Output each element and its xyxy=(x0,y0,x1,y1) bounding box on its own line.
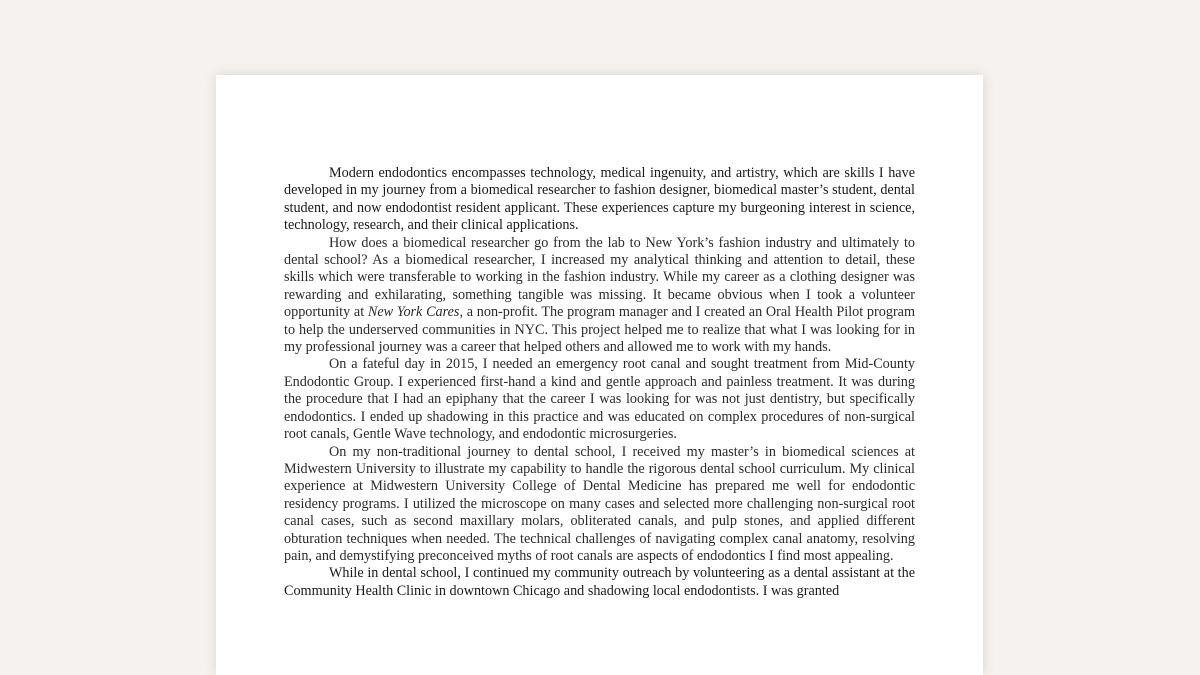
paragraph-education: On my non-traditional journey to dental school, I received my master’s in biomedical sciences at Midwestern University to illustrate my capability to handle the rigorous dental school curriculum. My clinical experience at Midwestern University College of Dental Medicine has prepared me well for endodontic residency programs. I utilized the microscope on many cases and selected more challenging non-surgical root canal cases, such as second maxillary molars, obliterated canals, and pulp stones, and applied different obturation techniques when needed. The technical challenges of navigating complex canal anatomy, resolving pain, and demystifying preconceived myths of root canals are aspects of endodontics I find most appealing. xyxy=(284,443,915,564)
paragraph-background-text-start: How does a biomedical researcher go from the lab to New York’s fashion industry and ultimately to dental school? As a biomedical researcher, I increased my analytical thinking and attention to detail, these skills which were transferable to working in the fashion industry. While my career as a clothing designer was rewarding and exhilarating, something tangible was missing. It became obvious when I took a volunteer opportunity at xyxy=(284,234,915,321)
paragraph-epiphany: On a fateful day in 2015, I needed an emergency root canal and sought treatment from Mid-County Endodontic Group. I experienced first-hand a kind and gentle approach and painless treatment. It was during the procedure that I had an epiphany that the career I was looking for was not just dentistry, but specifically endodontics. I ended up shadowing in this practice and was educated on complex procedures of non-surgical root canals, Gentle Wave technology, and endodontic microsurgeries. xyxy=(284,356,915,443)
document-page xyxy=(216,75,983,675)
document-body xyxy=(284,165,915,600)
paragraph-outreach: While in dental school, I continued my community outreach by volunteering as a dental assistant at the Community Health Clinic in downtown Chicago and shadowing local endodontists. I was granted xyxy=(284,565,915,599)
paragraph-background-text-end: , a non-profit. The program manager and I created an Oral Health Pilot program to help the underserved communities in NYC. This project helped me to realize that what I was looking for in my professional journey was a career that helped others and allowed me to work with my hands. xyxy=(284,304,915,356)
organization-name: New York Cares xyxy=(367,304,460,321)
paragraph-intro: Modern endodontics encompasses technology, medical ingenuity, and artistry, which are skills I have developed in my journey from a biomedical researcher to fashion designer, biomedical master’s student, dental student, and now endodontist resident applicant. These experiences capture my burgeoning interest in science, technology, research, and their clinical applications. xyxy=(284,165,915,234)
paragraph-background xyxy=(284,235,915,357)
